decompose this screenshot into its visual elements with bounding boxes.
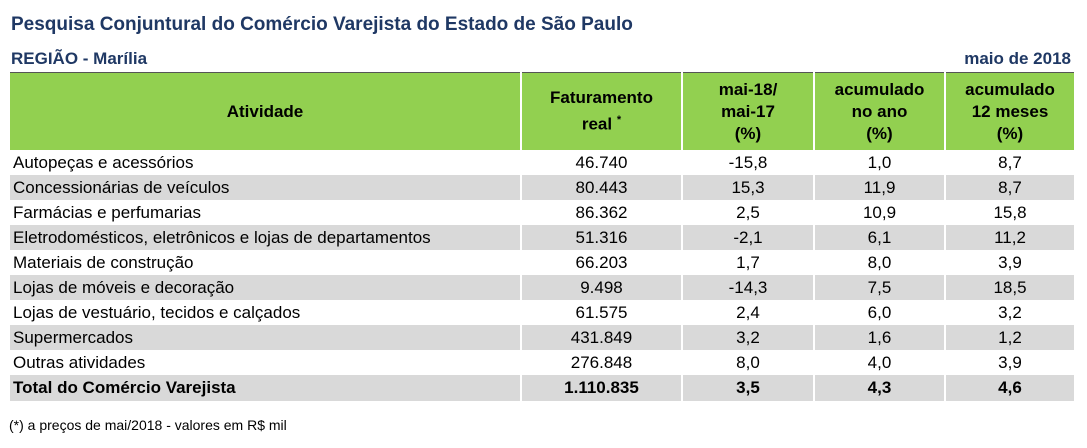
revenue-cell: 431.849 bbox=[521, 325, 682, 350]
activity-cell: Eletrodomésticos, eletrônicos e lojas de departamentos bbox=[9, 225, 521, 250]
column-header-twelve-line3: (%) bbox=[996, 123, 1024, 143]
ytd-change-cell: 1,0 bbox=[814, 150, 945, 175]
table-row bbox=[9, 300, 1075, 325]
report-title: Pesquisa Conjuntural do Comércio Varejista do Estado de São Paulo bbox=[11, 14, 633, 35]
monthly-change-cell: 1,7 bbox=[682, 250, 814, 275]
twelve-month-change-cell: 3,2 bbox=[945, 300, 1075, 325]
activity-cell: Lojas de vestuário, tecidos e calçados bbox=[9, 300, 521, 325]
table-row bbox=[9, 275, 1075, 300]
column-header-ytd-line2: no ano bbox=[851, 101, 908, 121]
column-header-ytd-line1: acumulado bbox=[834, 79, 925, 99]
footnote-marker: * bbox=[616, 114, 622, 127]
table-row bbox=[9, 225, 1075, 250]
total-twelve-month-change-cell: 4,6 bbox=[945, 375, 1075, 401]
column-header-twelve-months bbox=[945, 73, 1075, 151]
ytd-change-cell: 6,1 bbox=[814, 225, 945, 250]
revenue-cell: 276.848 bbox=[521, 350, 682, 375]
ytd-change-cell: 6,0 bbox=[814, 300, 945, 325]
table-body bbox=[9, 150, 1075, 401]
column-header-revenue bbox=[521, 73, 682, 151]
table-row bbox=[9, 175, 1075, 200]
total-ytd-change-cell: 4,3 bbox=[814, 375, 945, 401]
column-header-activity bbox=[9, 73, 521, 151]
column-header-monthly-line1: mai-18/ bbox=[718, 79, 778, 99]
activity-cell: Autopeças e acessórios bbox=[9, 150, 521, 175]
table-row bbox=[9, 150, 1075, 175]
column-header-monthly-line3: (%) bbox=[734, 123, 762, 143]
revenue-cell: 46.740 bbox=[521, 150, 682, 175]
activity-cell: Materiais de construção bbox=[9, 250, 521, 275]
monthly-change-cell: 2,5 bbox=[682, 200, 814, 225]
monthly-change-cell: 2,4 bbox=[682, 300, 814, 325]
twelve-month-change-cell: 11,2 bbox=[945, 225, 1075, 250]
region-label: REGIÃO - Marília bbox=[11, 49, 148, 68]
activity-cell: Outras atividades bbox=[9, 350, 521, 375]
twelve-month-change-cell: 1,2 bbox=[945, 325, 1075, 350]
monthly-change-cell: 3,2 bbox=[682, 325, 814, 350]
total-row bbox=[9, 375, 1075, 401]
twelve-month-change-cell: 8,7 bbox=[945, 175, 1075, 200]
revenue-cell: 9.498 bbox=[521, 275, 682, 300]
revenue-cell: 61.575 bbox=[521, 300, 682, 325]
monthly-change-cell: -15,8 bbox=[682, 150, 814, 175]
monthly-change-cell: 15,3 bbox=[682, 175, 814, 200]
ytd-change-cell: 1,6 bbox=[814, 325, 945, 350]
twelve-month-change-cell: 15,8 bbox=[945, 200, 1075, 225]
activity-cell: Supermercados bbox=[9, 325, 521, 350]
table-header bbox=[9, 73, 1075, 151]
monthly-change-cell: -2,1 bbox=[682, 225, 814, 250]
ytd-change-cell: 11,9 bbox=[814, 175, 945, 200]
column-header-ytd bbox=[814, 73, 945, 151]
total-revenue-cell: 1.110.835 bbox=[521, 375, 682, 401]
column-header-monthly bbox=[682, 73, 814, 151]
twelve-month-change-cell: 18,5 bbox=[945, 275, 1075, 300]
total-monthly-change-cell: 3,5 bbox=[682, 375, 814, 401]
ytd-change-cell: 4,0 bbox=[814, 350, 945, 375]
revenue-cell: 66.203 bbox=[521, 250, 682, 275]
activity-cell: Concessionárias de veículos bbox=[9, 175, 521, 200]
twelve-month-change-cell: 8,7 bbox=[945, 150, 1075, 175]
ytd-change-cell: 10,9 bbox=[814, 200, 945, 225]
revenue-cell: 80.443 bbox=[521, 175, 682, 200]
column-header-revenue-line1: Faturamento bbox=[550, 88, 653, 108]
twelve-month-change-cell: 3,9 bbox=[945, 350, 1075, 375]
column-header-revenue-line2: real bbox=[581, 114, 613, 134]
table-row bbox=[9, 250, 1075, 275]
footnote: (*) a preços de mai/2018 - valores em R$ mil bbox=[9, 417, 287, 433]
ytd-change-cell: 7,5 bbox=[814, 275, 945, 300]
activity-cell: Farmácias e perfumarias bbox=[9, 200, 521, 225]
ytd-change-cell: 8,0 bbox=[814, 250, 945, 275]
monthly-change-cell: -14,3 bbox=[682, 275, 814, 300]
twelve-month-change-cell: 3,9 bbox=[945, 250, 1075, 275]
table-row bbox=[9, 350, 1075, 375]
retail-data-table bbox=[8, 72, 1076, 401]
column-header-twelve-line1: acumulado bbox=[965, 79, 1055, 99]
total-activity-cell: Total do Comércio Varejista bbox=[9, 375, 521, 401]
table-row bbox=[9, 325, 1075, 350]
column-header-twelve-line2: 12 meses bbox=[971, 101, 1049, 121]
column-header-activity-label: Atividade bbox=[226, 101, 304, 121]
activity-cell: Lojas de móveis e decoração bbox=[9, 275, 521, 300]
monthly-change-cell: 8,0 bbox=[682, 350, 814, 375]
table-row bbox=[9, 200, 1075, 225]
revenue-cell: 51.316 bbox=[521, 225, 682, 250]
revenue-cell: 86.362 bbox=[521, 200, 682, 225]
column-header-revenue-line2-wrap bbox=[522, 109, 681, 136]
column-header-monthly-line2: mai-17 bbox=[721, 101, 775, 121]
column-header-ytd-line3: (%) bbox=[866, 123, 893, 143]
reference-date: maio de 2018 bbox=[964, 49, 1071, 68]
